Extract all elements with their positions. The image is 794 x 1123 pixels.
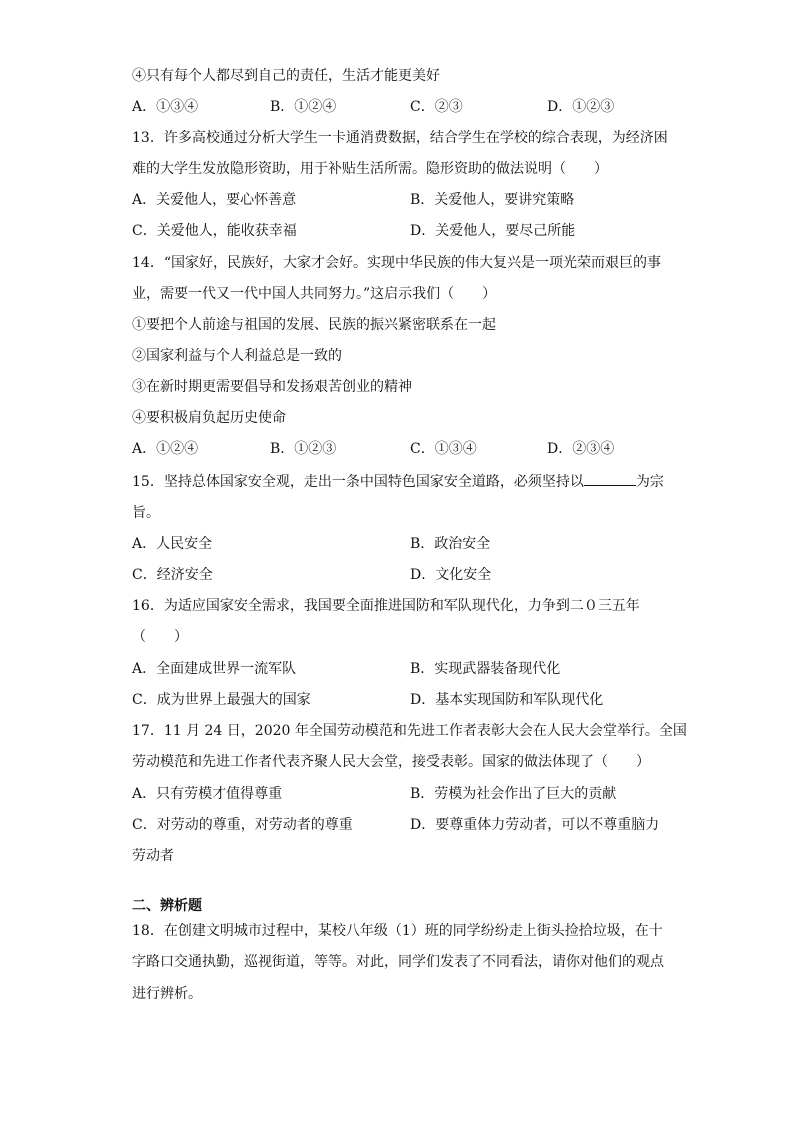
q15-stem-line2: 旨。 (132, 505, 160, 521)
q14-options (132, 439, 672, 459)
q15-option-a: A．人民安全 (132, 536, 213, 552)
q12-option-c: C．②③ (410, 99, 463, 115)
q17-options-row1 (132, 784, 672, 804)
section-title: 二、辨析题 (132, 898, 202, 914)
q14-option-d: D．②③④ (547, 441, 615, 457)
q17-option-d-continued: 劳动者 (132, 848, 174, 864)
q12-option-a: A．①③④ (132, 99, 199, 115)
q14-statement-3: ③在新时期更需要倡导和发扬艰苦创业的精神 (132, 379, 412, 395)
q16-option-d: D．基本实现国防和军队现代化 (410, 692, 604, 708)
q17-option-a: A．只有劳模才值得尊重 (132, 786, 283, 802)
q16-stem-line2: （ ） (132, 629, 188, 645)
q15-options-row2 (132, 565, 672, 585)
q14-stem-line1: 14．“国家好，民族好，大家才会好。实现中华民族的伟大复兴是一项光荣而艰巨的事 (132, 255, 661, 271)
q16-option-b: B．实现武器装备现代化 (410, 661, 561, 677)
q12-option-d: D．①②③ (547, 99, 615, 115)
q15-option-b: B．政治安全 (410, 536, 491, 552)
q15-option-d: D．文化安全 (410, 567, 492, 583)
q14-statement-2: ②国家利益与个人利益总是一致的 (132, 348, 342, 364)
q12-options (132, 97, 672, 117)
q14-option-a: A．①②④ (132, 441, 199, 457)
q18-stem-line1: 18．在创建文明城市过程中，某校八年级（1）班的同学纷纷走上街头捡拾垃圾，在十 (132, 923, 663, 939)
q13-options-row2 (132, 221, 672, 241)
q14-statement-1: ①要把个人前途与祖国的发展、民族的振兴紧密联系在一起 (132, 317, 496, 333)
q12-option-b: B．①②④ (270, 99, 337, 115)
q15-stem-pre: 15．坚持总体国家安全观，走出一条中国特色国家安全道路，必须坚持以 (132, 474, 584, 490)
q16-options-row2 (132, 690, 672, 710)
q13-options-row1 (132, 190, 672, 210)
q13-stem-line2: 难的大学生发放隐形资助，用于补贴生活所需。隐形资助的做法说明（ ） (132, 161, 608, 177)
q17-stem-line2: 劳动模范和先进工作者代表齐聚人民大会堂，接受表彰。国家的做法体现了（ ） (132, 754, 650, 770)
q17-option-b: B．劳模为社会作出了巨大的贡献 (410, 786, 617, 802)
q13-option-c: C．关爱他人，能收获幸福 (132, 223, 297, 239)
q17-stem-line1: 17．11 月 24 日，2020 年全国劳动模范和先进工作者表彰大会在人民大会堂举行。全国 (132, 723, 687, 739)
q15-options-row1 (132, 534, 672, 554)
q14-option-b: B．①②③ (270, 441, 337, 457)
q14-statement-4: ④要积极肩负起历史使命 (132, 410, 286, 426)
q13-stem-line1: 13．许多高校通过分析大学生一卡通消费数据，结合学生在学校的综合表现，为经济困 (132, 130, 668, 146)
q13-option-b: B．关爱他人，要讲究策略 (410, 192, 575, 208)
q15-stem-post: 为宗 (635, 474, 664, 490)
q14-stem-line2: 业，需要一代又一代中国人共同努力。”这启示我们（ ） (132, 286, 497, 302)
q17-options-row2 (132, 815, 672, 835)
q13-option-d: D．关爱他人，要尽己所能 (410, 223, 576, 239)
q12-statement-4: ④只有每个人都尽到自己的责任，生活才能更美好 (132, 68, 440, 84)
q18-stem-line2: 字路口交通执勤，巡视街道，等等。对此，同学们发表了不同看法，请你对他们的观点 (132, 954, 664, 970)
q15-stem-line1 (132, 471, 664, 492)
q15-option-c: C．经济安全 (132, 567, 213, 583)
q16-options-row1 (132, 659, 672, 679)
q18-stem-line3: 进行辨析。 (132, 986, 202, 1002)
q16-stem-line1: 16．为适应国家安全需求，我国要全面推进国防和军队现代化，力争到二０三五年 (132, 598, 640, 614)
q13-option-a: A．关爱他人，要心怀善意 (132, 192, 297, 208)
q17-option-c: C．对劳动的尊重，对劳动者的尊重 (132, 817, 353, 833)
q16-option-a: A．全面建成世界一流军队 (132, 661, 297, 677)
q16-option-c: C．成为世界上最强大的国家 (132, 692, 311, 708)
q17-option-d: D．要尊重体力劳动者，可以不尊重脑力 (410, 817, 660, 833)
q14-option-c: C．①③④ (410, 441, 477, 457)
q15-answer-blank (584, 471, 636, 486)
